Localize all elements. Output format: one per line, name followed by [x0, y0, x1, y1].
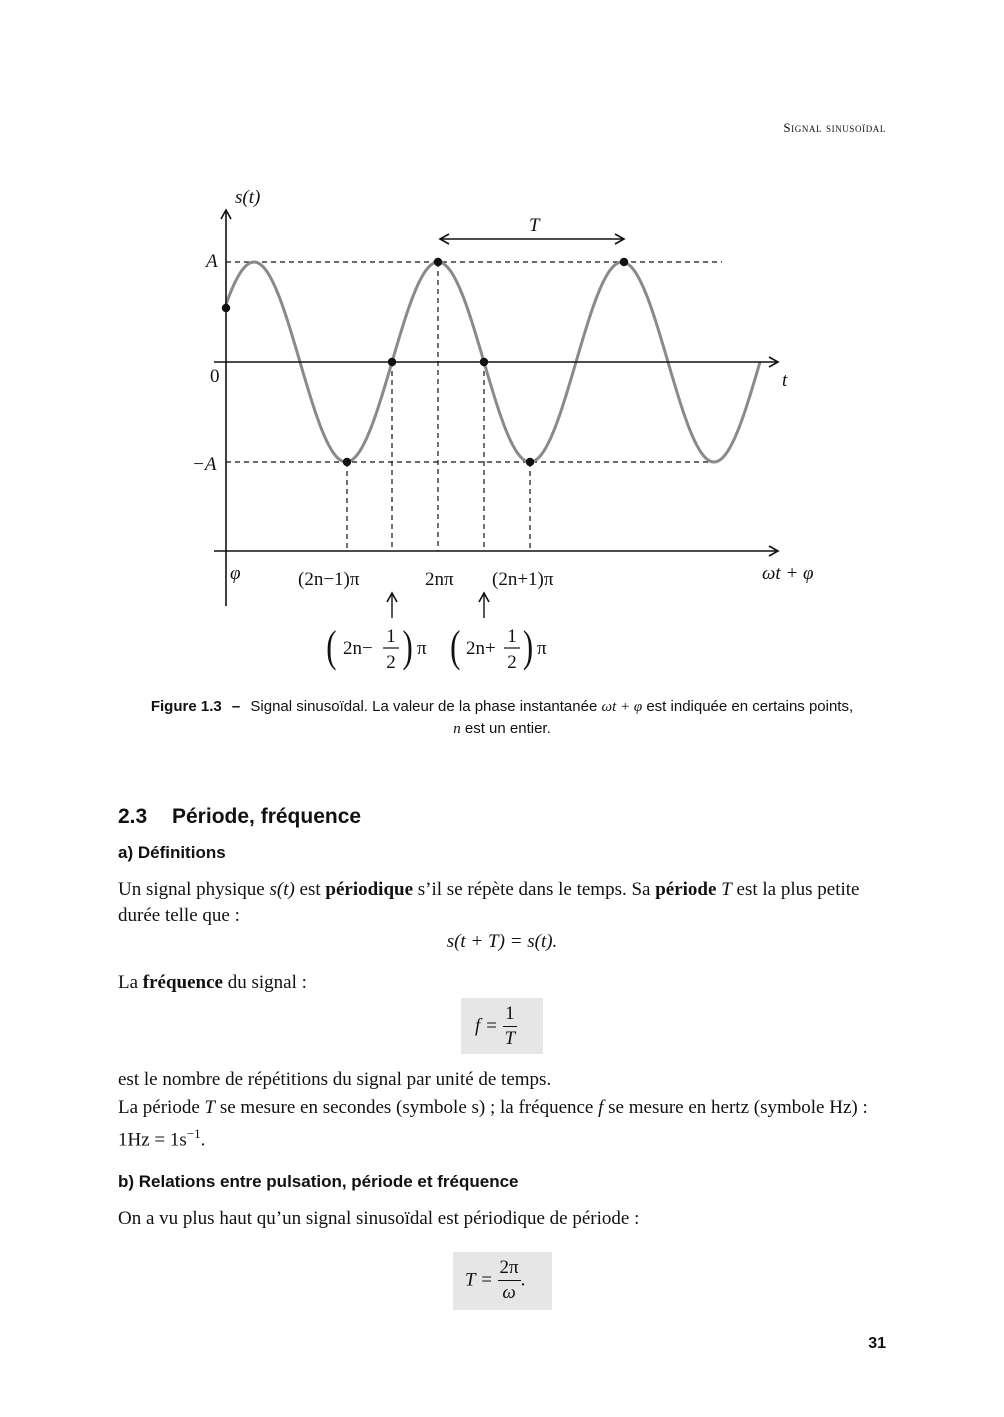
point-2n-minus-half-pi: [388, 358, 396, 366]
point-2n-pi: [434, 258, 442, 266]
svg-text:π: π: [537, 638, 547, 659]
label-period: T: [529, 215, 540, 236]
sinusoid-figure: [0, 0, 1004, 690]
point-2n-plus-half-pi: [480, 358, 488, 366]
point-2n-plus-1-pi: [526, 458, 534, 466]
caption-n: n: [453, 721, 461, 737]
label-2n-plus-half: [450, 623, 547, 673]
phase-tick-phi: φ: [230, 563, 241, 584]
svg-text:1: 1: [386, 626, 396, 647]
svg-text:(: (: [450, 622, 461, 672]
guide-lines: [226, 262, 722, 551]
point-phi: [222, 304, 230, 312]
running-head: Signal sinusoïdal: [783, 120, 886, 135]
caption-math: ωt + φ: [601, 699, 643, 715]
label-A: A: [206, 251, 218, 272]
caption-dash: –: [231, 698, 241, 715]
phase-tick-2n-plus-1: (2n+1)π: [492, 569, 554, 590]
section-title: [118, 805, 361, 829]
eq-period-fraction: $\frac{2\pi}{\omega}$: [499, 1257, 519, 1303]
paragraph-period-intro: On a vu plus haut qu’un signal sinusoïdal est périodique de période :: [118, 1208, 640, 1229]
paragraph-units: La période T se mesure en secondes (symbole s) ; la fréquence f se mesure en hertz (symbole Hz) : $1Hz = 1s^{-1}$.: [118, 1097, 868, 1151]
eq-period-lhs: T =: [465, 1269, 493, 1291]
y-axis-label: s(t): [235, 187, 261, 208]
caption-label: Figure 1.3: [150, 698, 222, 715]
svg-text:2n−: 2n−: [343, 638, 373, 659]
svg-text:1: 1: [507, 626, 517, 647]
phase-axis-label: ωt + φ: [762, 563, 814, 584]
equation-periodicity: s(t + T) = s(t).: [446, 931, 558, 952]
eq-frequency-lhs: f =: [475, 1015, 498, 1037]
section-number: 2.3: [118, 805, 148, 828]
x-axis-label: t: [782, 370, 788, 391]
svg-text:2n+: 2n+: [466, 638, 496, 659]
equation-frequency-box: [461, 998, 543, 1054]
caption-text-after: est indiquée en certains points,: [646, 698, 854, 715]
svg-text:2: 2: [386, 652, 396, 673]
page-number: 31: [868, 1335, 886, 1352]
point-next-peak: [620, 258, 628, 266]
caption-text-end: est un entier.: [464, 720, 551, 737]
label-2n-minus-half: [326, 623, 427, 673]
phase-tick-2n: 2nπ: [425, 569, 454, 590]
caption-text-before: Signal sinusoïdal. La valeur de la phase instantanée: [250, 698, 598, 715]
svg-text:2: 2: [507, 652, 517, 673]
section-title-text: Période, fréquence: [172, 805, 362, 828]
svg-text:(: (: [326, 622, 337, 672]
paragraph-frequency: La fréquence du signal :: [118, 972, 307, 993]
svg-text:): ): [402, 622, 413, 672]
figure-caption: [150, 696, 854, 740]
phase-tick-2n-minus-1: (2n−1)π: [298, 569, 360, 590]
label-zero: 0: [210, 366, 220, 387]
subsection-b-title: b) Relations entre pulsation, période et fréquence: [118, 1172, 519, 1191]
paragraph-definition: Un signal physique s(t) est périodique s’il se répète dans le temps. Sa période T est la plus petite durée telle que :: [118, 879, 860, 926]
eq-frequency-fraction: $\frac{1}{T}$: [504, 1003, 516, 1049]
svg-text:π: π: [417, 638, 427, 659]
label-minus-A: −A: [192, 454, 217, 475]
paragraph-repetitions: est le nombre de répétitions du signal par unité de temps.: [118, 1069, 552, 1090]
equation-period-box: T = $\frac{2\pi}{\omega}$ .: [453, 1252, 552, 1310]
point-2n-minus-1-pi: [343, 458, 351, 466]
svg-text:): ): [522, 622, 534, 672]
subsection-a-title: a) Définitions: [118, 843, 226, 862]
